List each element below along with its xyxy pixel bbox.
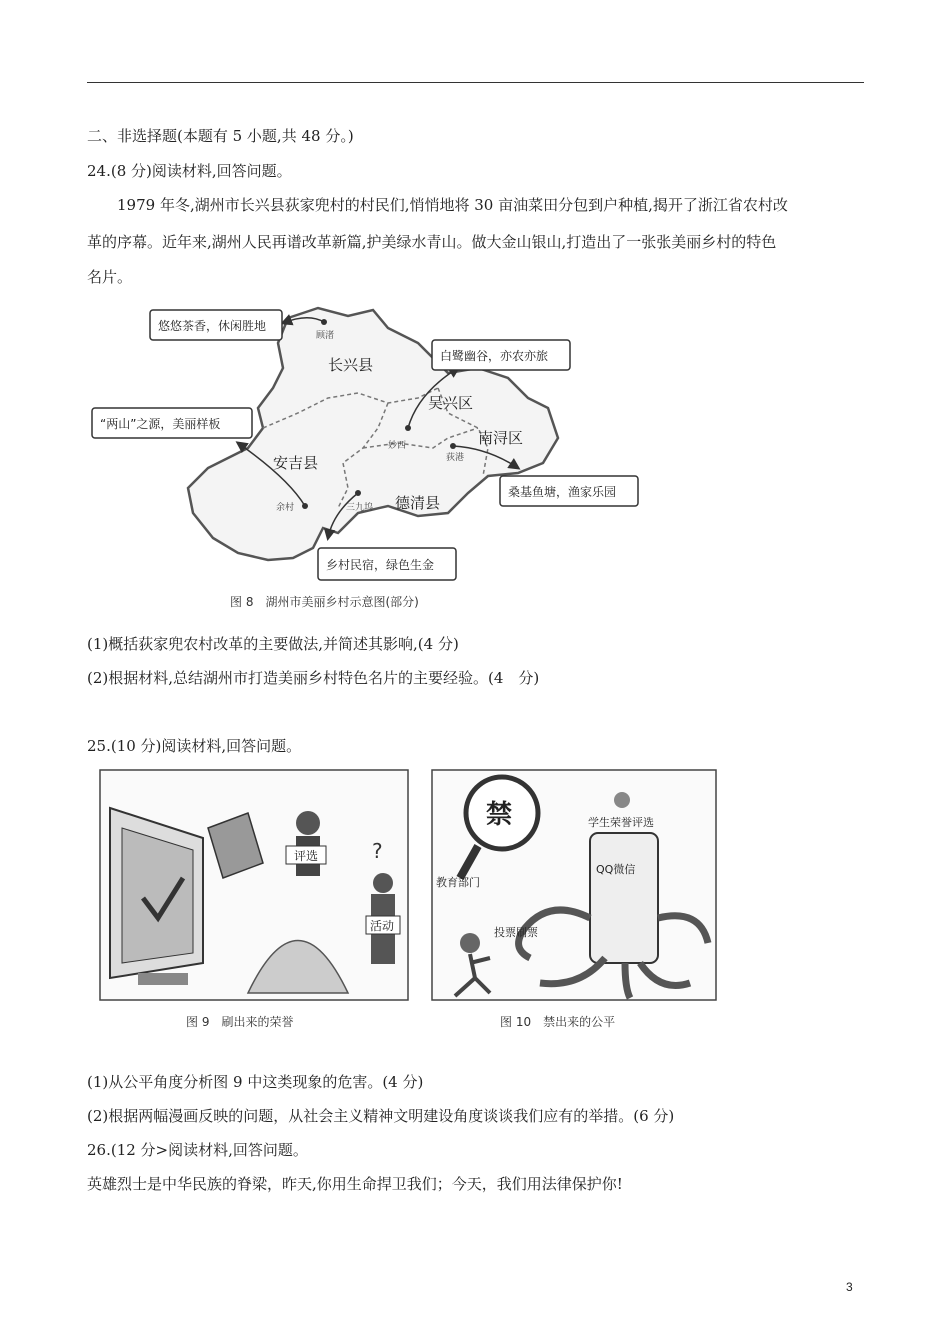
q24-sub1: (1)概括荻家兜农村改革的主要做法,并简述其影响,(4 分) xyxy=(87,635,459,653)
question-mark-icon: ? xyxy=(372,839,383,863)
callout-text: 白鹭幽谷，亦农亦旅 xyxy=(440,349,549,363)
figure-caption: 图 8 湖州市美丽乡村示意图(部分) xyxy=(230,595,419,609)
region-label: 德清县 xyxy=(395,494,441,512)
q24-para-line-3: 名片。 xyxy=(87,268,133,286)
sign-text: 活动 xyxy=(370,919,395,933)
q24-header: 24.(8 分)阅读材料,回答问题。 xyxy=(87,162,292,180)
callout-text: 悠悠茶香，休闲胜地 xyxy=(158,319,267,333)
q26-header: 26.(12 分>阅读材料,回答问题。 xyxy=(87,1141,308,1159)
monitor-screen xyxy=(122,828,193,963)
person-head xyxy=(373,873,393,893)
cartoon-figure-10 xyxy=(430,768,720,1036)
person-head xyxy=(296,811,320,835)
cartoon-figure-9 xyxy=(98,768,413,1036)
sign-text: 评选 xyxy=(294,849,319,863)
q24-para-line-2: 革的序幕。近年来,湖州人民再谱改革新篇,护美绿水青山。做大金山银山,打造出了一张张美丽乡村的特色 xyxy=(87,233,777,251)
place-label: 荻港 xyxy=(446,453,465,463)
section-title: 二、非选择题(本题有 5 小题,共 48 分。) xyxy=(87,127,354,145)
region-label: 长兴县 xyxy=(328,356,374,374)
region-label: 安吉县 xyxy=(273,454,319,472)
magnifier-text: 禁 xyxy=(486,800,513,830)
person-label: 投票刷票 xyxy=(494,926,538,939)
q26-para-line-1: 英雄烈士是中华民族的脊梁，昨天,你用生命捍卫我们；今天，我们用法律保护你! xyxy=(87,1175,623,1193)
phone-text: QQ微信 xyxy=(596,863,636,876)
q25-sub1: (1)从公平角度分析图 9 中这类现象的危害。(4 分) xyxy=(87,1073,424,1091)
place-label: 三九坞 xyxy=(346,503,374,513)
q25-header: 25.(10 分)阅读材料,回答问题。 xyxy=(87,737,302,755)
medal-label: 学生荣誉评选 xyxy=(588,816,654,829)
region-label: 南浔区 xyxy=(478,429,524,447)
callout-text: 乡村民宿，绿色生金 xyxy=(326,558,435,572)
monitor-stand xyxy=(138,973,188,985)
header-rule xyxy=(87,82,864,83)
callout-text: 桑基鱼塘，渔家乐园 xyxy=(508,485,617,499)
phone-icon xyxy=(590,833,658,963)
q25-sub2: (2)根据两幅漫画反映的问题，从社会主义精神文明建设角度谈谈我们应有的举措。(6 分) xyxy=(87,1107,675,1125)
q24-para-line-1: 1979 年冬,湖州市长兴县荻家兜村的村民们,悄悄地将 30 亩油菜田分包到户种植,揭开了浙江省农村改 xyxy=(117,196,788,214)
place-label: 余村 xyxy=(276,503,295,513)
place-label: 妙西 xyxy=(388,441,407,451)
region-label: 吴兴区 xyxy=(428,394,474,412)
hand-label: 教育部门 xyxy=(436,876,480,889)
figure-caption: 图 9 刷出来的荣誉 xyxy=(186,1015,294,1029)
person-head xyxy=(460,933,480,953)
medal-icon xyxy=(614,792,630,808)
huzhou-map-figure xyxy=(88,298,648,616)
q24-sub2: (2)根据材料,总结湖州市打造美丽乡村特色名片的主要经验。(4 分) xyxy=(87,669,540,687)
place-label: 顾渚 xyxy=(316,331,335,341)
callout-text: “两山”之源，美丽样板 xyxy=(100,417,221,431)
page-number: 3 xyxy=(846,1280,853,1294)
figure-caption: 图 10 禁出来的公平 xyxy=(500,1015,616,1029)
